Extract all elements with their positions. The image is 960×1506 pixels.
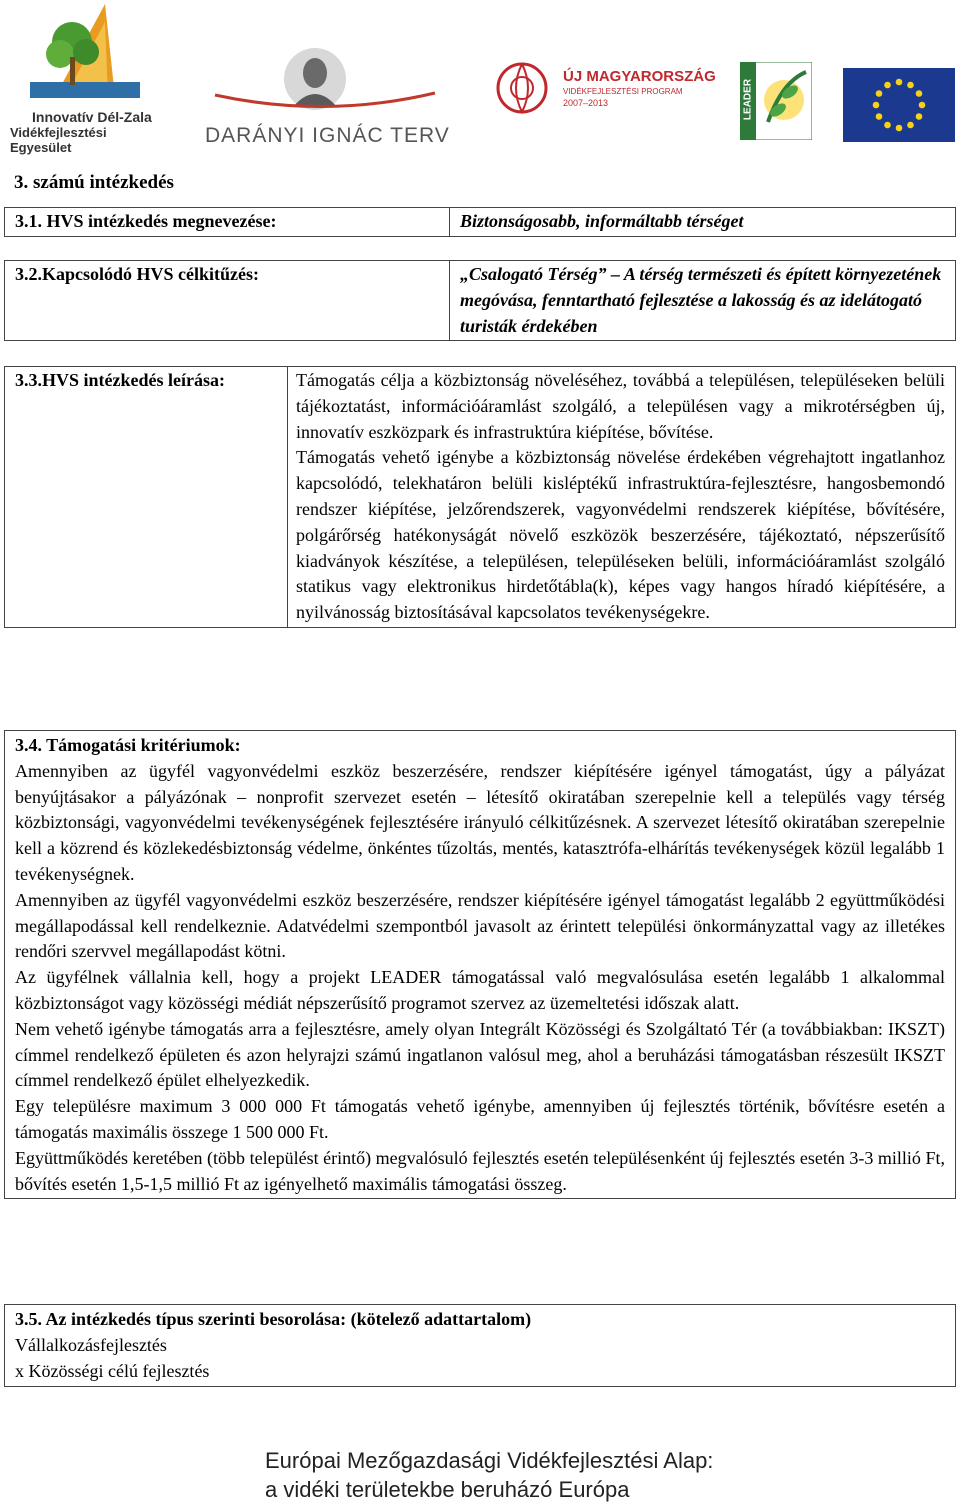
portrait-emblem-icon xyxy=(205,45,450,115)
leader-logo xyxy=(740,62,812,140)
row-3-4-content xyxy=(5,731,956,1199)
row-3-4-paragraph-6: Együttműködés keretében (több települést érintő) megvalósuló fejlesztés esetén településenként új fejlesztés esetén 3-3 millió Ft, bővítés esetén 1,5-1,5 millió Ft az igényelhető maximális támogatási összeg. xyxy=(15,1147,945,1194)
row-3-4-paragraph-5: Egy településre maximum 3 000 000 Ft támogatás vehető igénybe, amennyiben új fejlesztés történik, bővítésre esetén a támogatás maximális összege 1 500 000 Ft. xyxy=(15,1096,945,1142)
classification-option-business: Vállalkozásfejlesztés xyxy=(15,1334,167,1355)
daranyi-ignac-terv-logo xyxy=(205,45,450,145)
row-3-4-paragraph-3: Az ügyfélnek vállalnia kell, hogy a projekt LEADER támogatással való megvalósulása esetén legalább 1 alkalommal közbiztonságot vagy közösségi médiát népszerűsítő programot szervez az üzemeltetési időszak alatt. xyxy=(15,967,945,1013)
tree-emblem-icon xyxy=(10,2,160,102)
footer-eafrd-slogan xyxy=(265,1446,713,1504)
logo1-line2: Vidékfejlesztési Egyesület xyxy=(10,125,107,155)
logo3-line3: 2007–2013 xyxy=(563,98,609,108)
row-3-1-table xyxy=(4,207,956,237)
footer-line-2: a vidéki területekbe beruházó Európa xyxy=(265,1477,630,1502)
row-3-3-label: 3.3.HVS intézkedés leírása: xyxy=(5,367,288,628)
row-3-4-paragraph-2: Amennyiben az ügyfél vagyonvédelmi eszköz beszerzésére, rendszer kiépítésére igényel támogatást legalább 2 együttműködési megállapodással kell rendelkeznie. Adatvédelmi szempontból javasolt az érintett települési önkormányzattal vagy az illetékes rendőri szervvel megállapodást kötni. xyxy=(15,889,945,962)
flower-emblem-icon xyxy=(490,58,560,120)
row-3-4-table xyxy=(4,730,956,1199)
footer-line-1: Európai Mezőgazdasági Vidékfejlesztési Alap: xyxy=(265,1448,714,1473)
row-3-2-label: 3.2.Kapcsolódó HVS célkitűzés: xyxy=(5,261,450,341)
uj-magyarorszag-logo xyxy=(490,58,716,118)
logo1-line1: Innovatív Dél-Zala xyxy=(32,109,152,125)
row-3-4-paragraph-1: Amennyiben az ügyfél vagyonvédelmi eszköz beszerzésére, rendszer kiépítésére igényel támogatást, úgy a pályázat benyújtásakor a pályázónak – nonprofit szervezet esetén – létesítő okiratában szerepelnie kell a település vagy térség közbiztonsági, vagyonvédelmi tevékenységének fejlesztésére irányuló célkitűzésnek. A szervezet létesítő okiratában szerepelnie kell a közrend és közlekedésbiztonság védelme, önkéntes tűzoltás, mentés, katasztrófa-elhárítás tevékenységek közül legalább 1 tevékenységnek. xyxy=(15,760,945,884)
logo4-text: LEADER xyxy=(742,78,754,121)
row-3-5-title: 3.5. Az intézkedés típus szerinti besorolása: (kötelező adattartalom) xyxy=(15,1309,532,1329)
row-3-3-table xyxy=(4,366,956,628)
row-3-3-content xyxy=(288,367,956,628)
row-3-3-paragraph-2: Támogatás vehető igénybe a közbiztonság növelése érdekében végrehajtott ingatlanhoz kapcsolódó, telekhatáron belüli kisléptékű infrastruktúra-fejlesztésre, hangosbemondó rendszer kiépítése, jelzőrendszerek, vagyonvédelmi rendszerek kiépítése, bővítésére, polgárőrség hatékonyságát növelő eszközök beszerzésére, tájékoztató, népszerűsítő kiadványok készítése, a településen, településeken belüli, információáramlást szolgáló statikus vagy elektronikus hirdetőtábla(k), képes vagy hangos híradó kiépítésére, a nyilvánosság biztosításával kapcsolatos tevékenységekre. xyxy=(296,447,945,623)
logo3-line1: ÚJ MAGYARORSZÁG xyxy=(563,68,716,85)
header-logos xyxy=(0,0,960,160)
eu-flag-logo xyxy=(843,68,955,142)
logo3-line2: VIDÉKFEJLESZTÉSI PROGRAM xyxy=(563,87,683,96)
logo2-text: DARÁNYI IGNÁC TERV xyxy=(205,124,450,147)
row-3-4-paragraph-4: Nem vehető igénybe támogatás arra a fejlesztésre, amely olyan Integrált Közösségi és Szolgáltató Tér (a továbbiakban: IKSZT) címmel rendelkező épületen és azon helyrajzi számú ingatlanon valósul meg, ahol a beruházási támogatásban részesült IKSZT címmel rendelkező épület elhelyezkedik. xyxy=(15,1018,945,1091)
row-3-5-content xyxy=(5,1305,956,1387)
classification-option-community: x Közösségi célú fejlesztés xyxy=(15,1360,210,1381)
section-title: 3. számú intézkedés xyxy=(14,172,174,193)
row-3-1-label: 3.1. HVS intézkedés megnevezése: xyxy=(5,208,450,237)
row-3-3-paragraph-1: Támogatás célja a közbiztonság növeléséhez, továbbá a településen, településeken belüli tájékoztatást, információáramlást szolgáló, a településen vagy a mikrotérségben új, innovatív eszközpark és infrastruktúra kiépítése, bővítése. xyxy=(296,370,945,442)
row-3-2-table xyxy=(4,260,956,341)
row-3-4-title: 3.4. Támogatási kritériumok: xyxy=(15,735,241,755)
row-3-2-value: „Csalogató Térség” – A térség természeti és épített környezetének megóvása, fenntartható fejlesztése a lakosság és az idelátogató turisták érdekében xyxy=(450,261,956,341)
row-3-1-value: Biztonságosabb, informáltabb térséget xyxy=(450,208,956,237)
innovativ-del-zala-logo xyxy=(10,2,160,155)
eu-flag-icon xyxy=(843,68,955,142)
row-3-5-table xyxy=(4,1304,956,1387)
